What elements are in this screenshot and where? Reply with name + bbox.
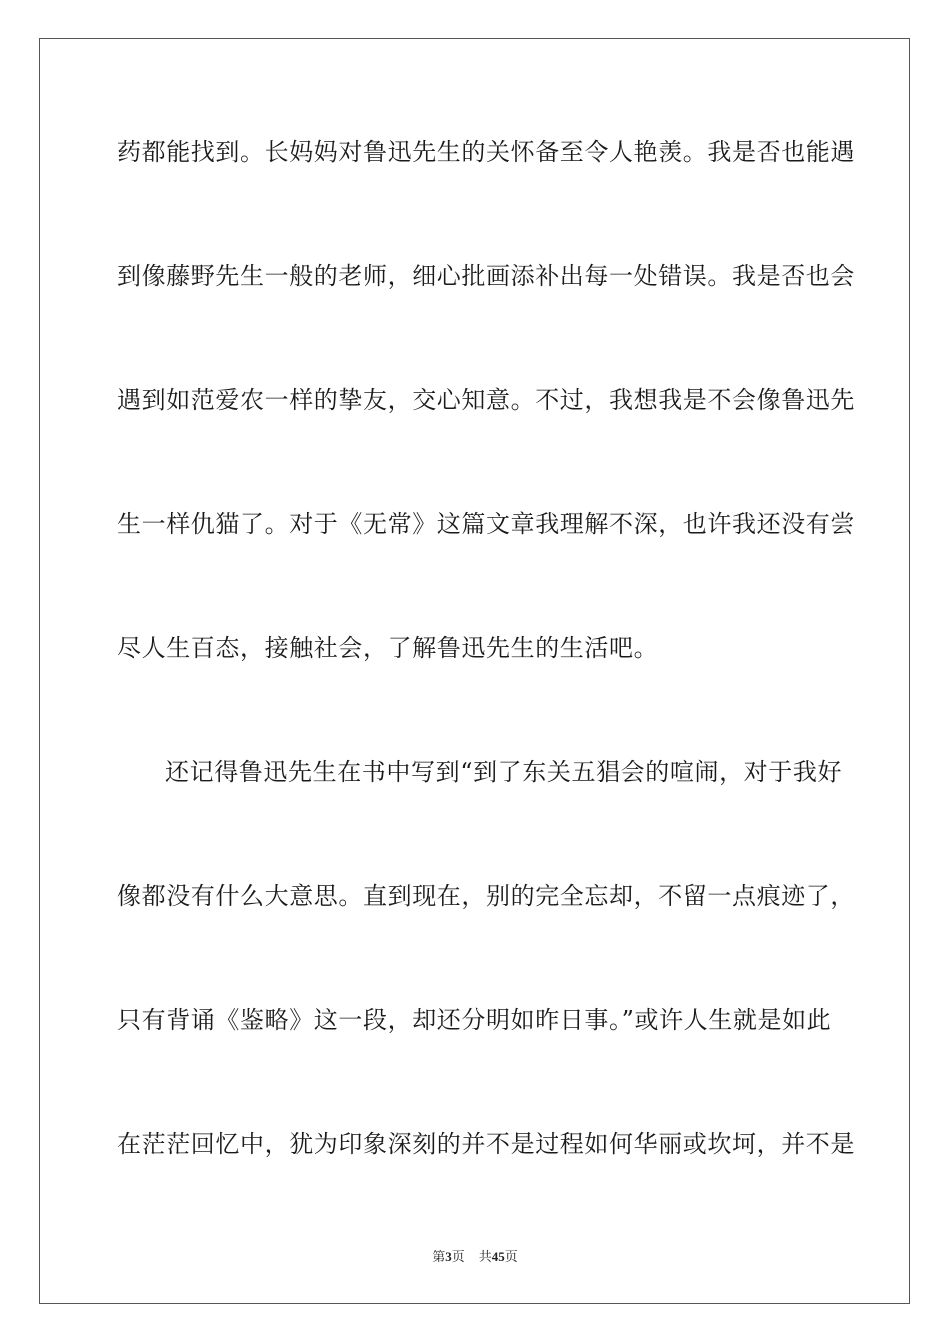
page-border (39, 38, 910, 1304)
text-line: 遇到如范爱农一样的挚友，交心知意。不过，我想我是不会像鲁迅先 (117, 386, 855, 414)
text-line: 在茫茫回忆中，犹为印象深刻的并不是过程如何华丽或坎坷，并不是 (117, 1130, 855, 1158)
text-line: 药都能找到。长妈妈对鲁迅先生的关怀备至令人艳羡。我是否也能遇 (117, 138, 855, 166)
text-line: 生一样仇猫了。对于《无常》这篇文章我理解不深，也许我还没有尝 (117, 510, 855, 538)
current-page-number: 3 (445, 1249, 452, 1264)
total-pages-number: 45 (491, 1249, 505, 1264)
page-footer (0, 1249, 950, 1266)
footer-total-suffix: 页 (504, 1250, 518, 1265)
paragraph-first-line: 还记得鲁迅先生在书中写到“到了东关五猖会的喧闹，对于我好 (165, 758, 843, 786)
footer-total-prefix: 共 (478, 1250, 492, 1265)
footer-page-suffix: 页 (451, 1250, 465, 1265)
text-line: 尽人生百态，接触社会，了解鲁迅先生的生活吧。 (117, 634, 659, 662)
text-line: 像都没有什么大意思。直到现在，别的完全忘却，不留一点痕迹了， (117, 882, 855, 910)
text-line: 到像藤野先生一般的老师，细心批画添补出每一处错误。我是否也会 (117, 262, 855, 290)
text-line: 只有背诵《鉴略》这一段，却还分明如昨日事。”或许人生就是如此 (117, 1006, 832, 1034)
footer-prefix: 第 (432, 1250, 446, 1265)
